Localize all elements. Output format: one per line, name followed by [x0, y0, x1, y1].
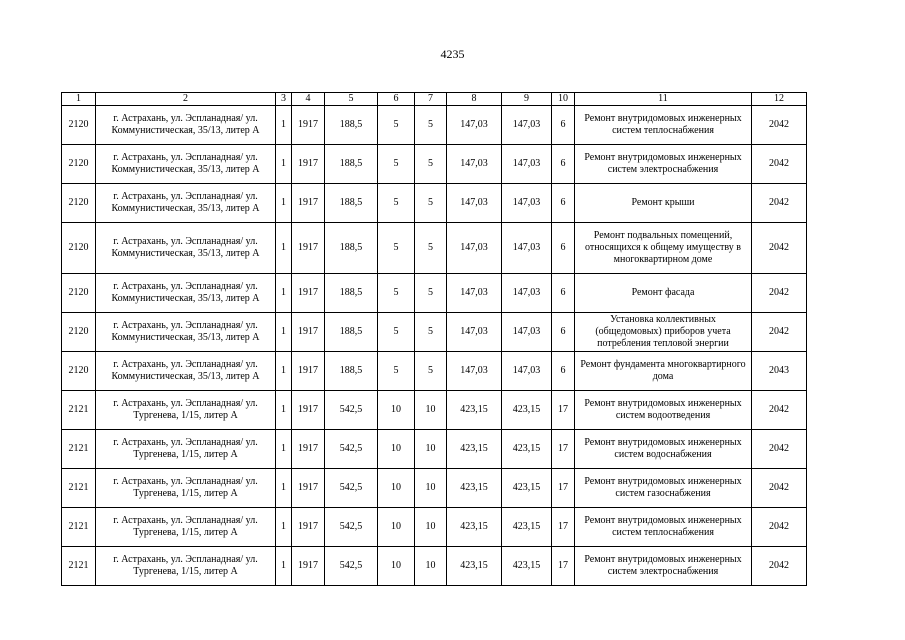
- planned-year-cell: 2042: [752, 184, 807, 223]
- column-10-cell: 17: [552, 430, 575, 469]
- total-area-cell: 542,5: [325, 508, 378, 547]
- total-area-cell: 188,5: [325, 223, 378, 274]
- planned-year-cell: 2042: [752, 274, 807, 313]
- address-cell: г. Астрахань, ул. Эспланадная/ ул. Коммунистическая, 35/13, литер А: [96, 223, 276, 274]
- column-3-cell: 1: [276, 352, 292, 391]
- house-id-cell: 2121: [62, 430, 96, 469]
- column-8-cell: 423,15: [447, 469, 502, 508]
- work-type-cell: Ремонт крыши: [575, 184, 752, 223]
- address-cell: г. Астрахань, ул. Эспланадная/ ул. Коммунистическая, 35/13, литер А: [96, 145, 276, 184]
- house-id-cell: 2121: [62, 547, 96, 586]
- planned-year-cell: 2042: [752, 106, 807, 145]
- year-built-cell: 1917: [292, 223, 325, 274]
- table-row: [62, 430, 807, 469]
- column-8-cell: 423,15: [447, 547, 502, 586]
- column-3-cell: 1: [276, 430, 292, 469]
- column-7-cell: 5: [415, 313, 447, 352]
- house-id-cell: 2120: [62, 352, 96, 391]
- column-6-cell: 10: [378, 547, 415, 586]
- planned-year-cell: 2042: [752, 469, 807, 508]
- house-id-cell: 2120: [62, 223, 96, 274]
- column-number-row: [62, 93, 807, 106]
- house-id-cell: 2120: [62, 184, 96, 223]
- column-8-cell: 147,03: [447, 223, 502, 274]
- column-10-cell: 6: [552, 313, 575, 352]
- column-header: 4: [292, 93, 325, 106]
- column-10-cell: 6: [552, 145, 575, 184]
- column-6-cell: 10: [378, 391, 415, 430]
- planned-year-cell: 2042: [752, 508, 807, 547]
- column-10-cell: 17: [552, 391, 575, 430]
- year-built-cell: 1917: [292, 391, 325, 430]
- column-10-cell: 17: [552, 547, 575, 586]
- column-8-cell: 147,03: [447, 352, 502, 391]
- column-3-cell: 1: [276, 106, 292, 145]
- year-built-cell: 1917: [292, 274, 325, 313]
- address-cell: г. Астрахань, ул. Эспланадная/ ул. Коммунистическая, 35/13, литер А: [96, 352, 276, 391]
- table-row: [62, 547, 807, 586]
- planned-year-cell: 2042: [752, 313, 807, 352]
- column-3-cell: 1: [276, 274, 292, 313]
- table-row: [62, 352, 807, 391]
- column-3-cell: 1: [276, 145, 292, 184]
- column-6-cell: 10: [378, 508, 415, 547]
- column-9-cell: 423,15: [502, 430, 552, 469]
- column-10-cell: 17: [552, 469, 575, 508]
- column-3-cell: 1: [276, 223, 292, 274]
- planned-year-cell: 2042: [752, 430, 807, 469]
- total-area-cell: 542,5: [325, 430, 378, 469]
- column-7-cell: 10: [415, 469, 447, 508]
- work-type-cell: Ремонт внутридомовых инженерных систем теплоснабжения: [575, 508, 752, 547]
- column-header: 12: [752, 93, 807, 106]
- column-header: 8: [447, 93, 502, 106]
- column-6-cell: 5: [378, 106, 415, 145]
- column-8-cell: 147,03: [447, 313, 502, 352]
- year-built-cell: 1917: [292, 145, 325, 184]
- column-9-cell: 147,03: [502, 274, 552, 313]
- column-3-cell: 1: [276, 469, 292, 508]
- total-area-cell: 188,5: [325, 352, 378, 391]
- column-header: 7: [415, 93, 447, 106]
- work-type-cell: Ремонт внутридомовых инженерных систем теплоснабжения: [575, 106, 752, 145]
- column-3-cell: 1: [276, 184, 292, 223]
- address-cell: г. Астрахань, ул. Эспланадная/ ул. Тургенева, 1/15, литер А: [96, 469, 276, 508]
- address-cell: г. Астрахань, ул. Эспланадная/ ул. Тургенева, 1/15, литер А: [96, 508, 276, 547]
- column-7-cell: 10: [415, 430, 447, 469]
- column-3-cell: 1: [276, 313, 292, 352]
- column-10-cell: 17: [552, 508, 575, 547]
- column-8-cell: 423,15: [447, 430, 502, 469]
- column-9-cell: 147,03: [502, 145, 552, 184]
- address-cell: г. Астрахань, ул. Эспланадная/ ул. Тургенева, 1/15, литер А: [96, 547, 276, 586]
- work-type-cell: Установка коллективных (общедомовых) приборов учета потребления тепловой энергии: [575, 313, 752, 352]
- column-7-cell: 5: [415, 184, 447, 223]
- column-3-cell: 1: [276, 508, 292, 547]
- year-built-cell: 1917: [292, 313, 325, 352]
- column-10-cell: 6: [552, 106, 575, 145]
- total-area-cell: 188,5: [325, 313, 378, 352]
- register-table: [61, 92, 807, 586]
- column-3-cell: 1: [276, 391, 292, 430]
- year-built-cell: 1917: [292, 508, 325, 547]
- column-10-cell: 6: [552, 352, 575, 391]
- house-id-cell: 2121: [62, 469, 96, 508]
- planned-year-cell: 2042: [752, 145, 807, 184]
- address-cell: г. Астрахань, ул. Эспланадная/ ул. Коммунистическая, 35/13, литер А: [96, 313, 276, 352]
- house-id-cell: 2120: [62, 313, 96, 352]
- year-built-cell: 1917: [292, 184, 325, 223]
- column-9-cell: 423,15: [502, 391, 552, 430]
- column-7-cell: 5: [415, 106, 447, 145]
- column-6-cell: 5: [378, 352, 415, 391]
- year-built-cell: 1917: [292, 352, 325, 391]
- planned-year-cell: 2042: [752, 223, 807, 274]
- column-8-cell: 147,03: [447, 145, 502, 184]
- address-cell: г. Астрахань, ул. Эспланадная/ ул. Коммунистическая, 35/13, литер А: [96, 106, 276, 145]
- column-9-cell: 423,15: [502, 469, 552, 508]
- house-id-cell: 2121: [62, 391, 96, 430]
- table-row: [62, 391, 807, 430]
- column-header: 9: [502, 93, 552, 106]
- table-row: [62, 274, 807, 313]
- table-row: [62, 184, 807, 223]
- work-type-cell: Ремонт внутридомовых инженерных систем газоснабжения: [575, 469, 752, 508]
- column-6-cell: 5: [378, 145, 415, 184]
- column-7-cell: 5: [415, 352, 447, 391]
- column-6-cell: 5: [378, 223, 415, 274]
- house-id-cell: 2120: [62, 145, 96, 184]
- work-type-cell: Ремонт подвальных помещений, относящихся к общему имуществу в многоквартирном доме: [575, 223, 752, 274]
- total-area-cell: 188,5: [325, 184, 378, 223]
- column-9-cell: 147,03: [502, 106, 552, 145]
- year-built-cell: 1917: [292, 106, 325, 145]
- work-type-cell: Ремонт внутридомовых инженерных систем водоотведения: [575, 391, 752, 430]
- column-header: 3: [276, 93, 292, 106]
- planned-year-cell: 2042: [752, 547, 807, 586]
- page-number: 4235: [440, 47, 465, 61]
- planned-year-cell: 2042: [752, 391, 807, 430]
- work-type-cell: Ремонт фасада: [575, 274, 752, 313]
- table-row: [62, 508, 807, 547]
- column-10-cell: 6: [552, 274, 575, 313]
- year-built-cell: 1917: [292, 469, 325, 508]
- column-7-cell: 10: [415, 547, 447, 586]
- planned-year-cell: 2043: [752, 352, 807, 391]
- column-8-cell: 147,03: [447, 106, 502, 145]
- house-id-cell: 2121: [62, 508, 96, 547]
- column-7-cell: 5: [415, 145, 447, 184]
- table-row: [62, 106, 807, 145]
- year-built-cell: 1917: [292, 547, 325, 586]
- column-7-cell: 10: [415, 391, 447, 430]
- column-6-cell: 5: [378, 313, 415, 352]
- column-header: 5: [325, 93, 378, 106]
- total-area-cell: 188,5: [325, 106, 378, 145]
- column-10-cell: 6: [552, 184, 575, 223]
- address-cell: г. Астрахань, ул. Эспланадная/ ул. Тургенева, 1/15, литер А: [96, 430, 276, 469]
- column-10-cell: 6: [552, 223, 575, 274]
- column-7-cell: 5: [415, 223, 447, 274]
- column-8-cell: 423,15: [447, 508, 502, 547]
- column-header: 10: [552, 93, 575, 106]
- address-cell: г. Астрахань, ул. Эспланадная/ ул. Коммунистическая, 35/13, литер А: [96, 184, 276, 223]
- table-row: [62, 223, 807, 274]
- column-8-cell: 147,03: [447, 184, 502, 223]
- total-area-cell: 188,5: [325, 145, 378, 184]
- column-9-cell: 423,15: [502, 547, 552, 586]
- column-6-cell: 10: [378, 469, 415, 508]
- table-row: [62, 313, 807, 352]
- column-header: 11: [575, 93, 752, 106]
- column-9-cell: 147,03: [502, 184, 552, 223]
- column-header: 2: [96, 93, 276, 106]
- address-cell: г. Астрахань, ул. Эспланадная/ ул. Коммунистическая, 35/13, литер А: [96, 274, 276, 313]
- table-row: [62, 145, 807, 184]
- column-7-cell: 10: [415, 508, 447, 547]
- work-type-cell: Ремонт фундамента многоквартирного дома: [575, 352, 752, 391]
- column-header: 1: [62, 93, 96, 106]
- total-area-cell: 542,5: [325, 547, 378, 586]
- house-id-cell: 2120: [62, 274, 96, 313]
- column-9-cell: 147,03: [502, 223, 552, 274]
- column-header: 6: [378, 93, 415, 106]
- column-9-cell: 147,03: [502, 352, 552, 391]
- table-row: [62, 469, 807, 508]
- column-6-cell: 5: [378, 274, 415, 313]
- total-area-cell: 188,5: [325, 274, 378, 313]
- total-area-cell: 542,5: [325, 391, 378, 430]
- column-7-cell: 5: [415, 274, 447, 313]
- house-id-cell: 2120: [62, 106, 96, 145]
- year-built-cell: 1917: [292, 430, 325, 469]
- column-8-cell: 147,03: [447, 274, 502, 313]
- column-6-cell: 5: [378, 184, 415, 223]
- column-8-cell: 423,15: [447, 391, 502, 430]
- column-6-cell: 10: [378, 430, 415, 469]
- address-cell: г. Астрахань, ул. Эспланадная/ ул. Тургенева, 1/15, литер А: [96, 391, 276, 430]
- work-type-cell: Ремонт внутридомовых инженерных систем электроснабжения: [575, 145, 752, 184]
- work-type-cell: Ремонт внутридомовых инженерных систем водоснабжения: [575, 430, 752, 469]
- column-9-cell: 423,15: [502, 508, 552, 547]
- column-3-cell: 1: [276, 547, 292, 586]
- total-area-cell: 542,5: [325, 469, 378, 508]
- column-9-cell: 147,03: [502, 313, 552, 352]
- work-type-cell: Ремонт внутридомовых инженерных систем электроснабжения: [575, 547, 752, 586]
